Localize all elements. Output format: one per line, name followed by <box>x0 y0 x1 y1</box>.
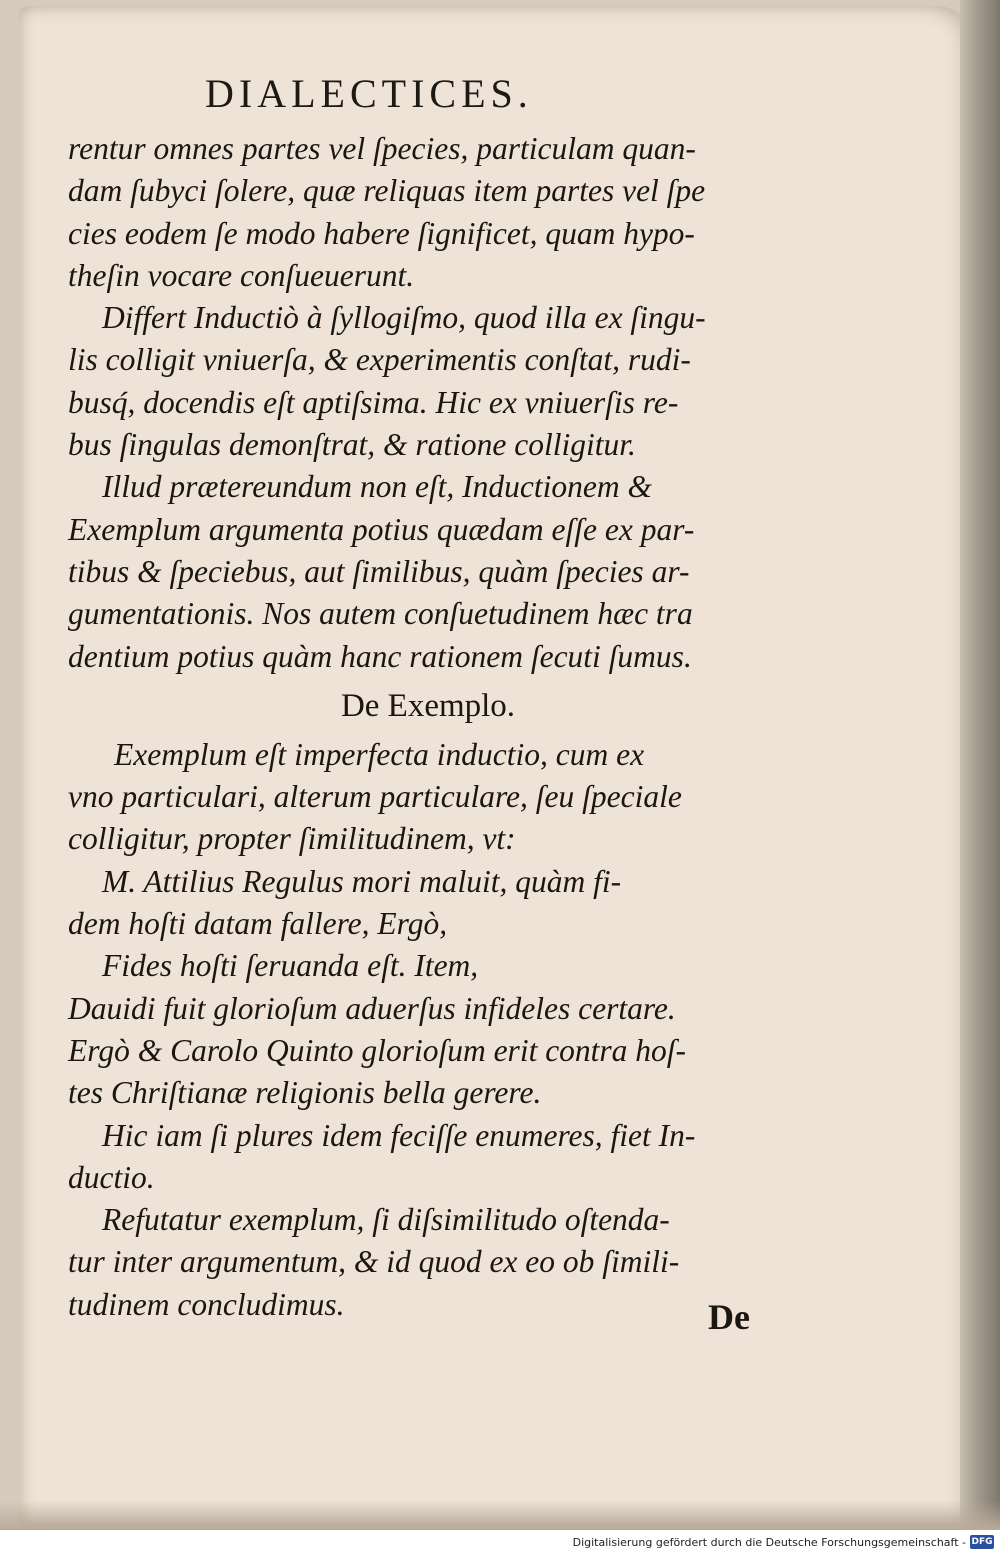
text-line: Exemplum argumenta potius quædam eſſe ex par- <box>68 511 695 547</box>
text-line: lis colligit vniuerſa, & experimentis conſtat, rudi- <box>68 342 691 378</box>
text-line: tudinem concludimus. <box>68 1286 345 1322</box>
paragraph-block-2 <box>68 734 768 1326</box>
text-line: colligitur, propter ſimilitudinem, vt: <box>68 821 516 857</box>
text-line: ductio. <box>68 1159 155 1195</box>
text-line: tur inter argumentum, & id quod ex eo ob ſimili- <box>68 1244 680 1280</box>
text-line: gumentationis. Nos autem conſuetudinem hæc tra <box>68 596 693 632</box>
text-line: theſin vocare conſueuerunt. <box>68 257 415 293</box>
text-line: vno particulari, alterum particulare, ſeu ſpeciale <box>68 779 682 815</box>
text-line: Dauidi fuit glorioſum aduerſus infideles certare. <box>68 990 676 1026</box>
text-line: Differt Inductiò à ſyllogiſmo, quod illa ex ſingu- <box>102 300 706 336</box>
text-line: dem hoſti datam fallere, Ergò, <box>68 906 448 942</box>
section-heading: De Exemplo. <box>340 687 516 724</box>
book-edge <box>960 0 1000 1530</box>
paragraph-block-1 <box>68 128 768 678</box>
body-text <box>68 128 768 1326</box>
text-line: dam ſubyci ſolere, quæ reliquas item partes vel ſpe <box>68 173 706 209</box>
footer-credit: Digitalisierung gefördert durch die Deutsche Forschungsgemeinschaft - <box>572 1536 966 1549</box>
text-line: rentur omnes partes vel ſpecies, particulam quan- <box>68 131 696 166</box>
dfg-logo: DFG <box>971 1537 993 1547</box>
text-line: tes Chriſtianæ religionis bella gerere. <box>68 1075 542 1111</box>
text-line: Refutatur exemplum, ſi diſsimilitudo oſtenda- <box>102 1202 670 1238</box>
text-line: M. Attilius Regulus mori maluit, quàm fi- <box>102 863 622 899</box>
text-line: dentium potius quàm hanc rationem ſecuti ſumus. <box>68 638 692 674</box>
text-line: Hic iam ſi plures idem feciſſe enumeres, fiet In- <box>102 1117 696 1153</box>
text-line: busq́, docendis eſt aptiſsima. Hic ex vniuerſis re- <box>68 384 679 420</box>
page-bottom-edge <box>0 1500 1000 1530</box>
text-line: tibus & ſpeciebus, aut ſimilibus, quàm ſpecies ar- <box>68 553 690 589</box>
text-line: Illud prætereundum non eſt, Inductionem & <box>102 469 653 505</box>
catchword: De <box>708 1297 750 1337</box>
text-line: Exemplum eſt imperfecta inductio, cum ex <box>114 736 645 772</box>
text-line: Fides hoſti ſeruanda eſt. Item, <box>102 948 479 984</box>
running-head: DIALECTICES. <box>205 71 533 116</box>
text-line: cies eodem ſe modo habere ſignificet, quam hypo- <box>68 215 695 251</box>
text-line: bus ſingulas demonſtrat, & ratione colligitur. <box>68 427 636 463</box>
text-line: Ergò & Carolo Quinto glorioſum erit contra hoſ- <box>68 1032 687 1068</box>
